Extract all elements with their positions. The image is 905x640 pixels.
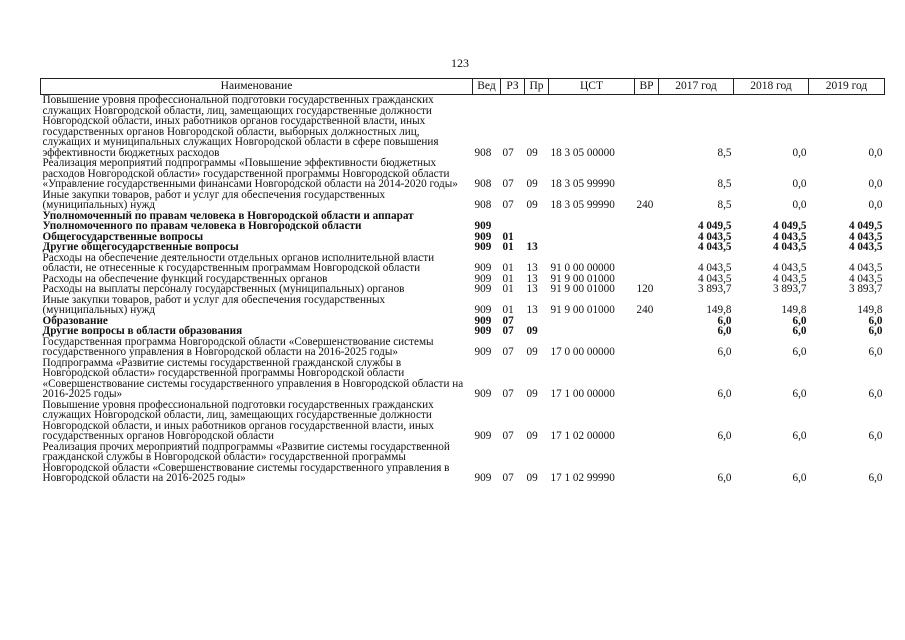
header-cst: ЦСТ [549,79,635,95]
row-ved: 908 [474,199,492,211]
row-rz: 07 [502,178,514,190]
row-2017: 4 043,5 [697,272,732,285]
row-pr: 13 [526,272,538,285]
row-2017: 8,5 [717,146,732,159]
row-ved: 908 [474,178,492,190]
row-ved: 909 [474,283,492,295]
row-rz [501,211,525,232]
row-rz: 07 [502,199,514,211]
row-name: Расходы на выплаты персоналу государственных (муниципальных) органов [42,283,405,295]
row-cst [549,211,635,232]
row-rz: 01 [502,262,514,274]
row-ved: 909 [474,241,492,253]
row-pr: 13 [526,283,538,295]
row-name: Повышение уровня профессиональной подготовки государственных гражданских служащих Новгородской области, лиц, замещающих государственные должности Новгородской области, и иных работников органов государственной власти, иных государственных органов Новгородской области [42,398,435,442]
row-vr [635,253,659,274]
row-rz: 07 [502,472,514,484]
row-name: Другие общегосударственные вопросы [42,241,239,253]
table-body [41,95,885,484]
row-name: Общегосударственные вопросы [42,230,204,243]
row-pr: 13 [526,262,538,274]
row-cst: 17 0 00 00000 [550,346,615,358]
row-2018: 6,0 [792,472,807,484]
row-rz: 07 [502,325,514,337]
row-cst [549,242,635,253]
table-row [41,253,885,274]
row-2017: 4 043,5 [697,230,732,243]
row-vr [635,211,659,232]
row-cst: 18 3 05 99990 [550,178,615,190]
row-vr: 120 [636,283,654,295]
row-2019: 6,0 [868,346,883,358]
row-2018: 4 043,5 [772,272,807,285]
row-cst: 91 9 00 01000 [550,283,615,295]
row-name: Государственная программа Новгородской области «Совершенствование системы государственного управления в Новгородской области на 2016-2025 годы» [42,335,434,358]
row-2019: 0,0 [868,199,883,211]
table-row [41,358,885,400]
header-2018: 2018 год [734,79,809,95]
row-ved: 909 [474,430,492,442]
header-vr: ВР [635,79,659,95]
row-rz: 01 [502,283,514,295]
header-rz: РЗ [501,79,525,95]
table-row [41,95,885,159]
table-row [41,284,885,295]
row-ved: 909 [474,230,492,243]
table-row [41,400,885,442]
row-vr: 240 [636,304,654,316]
header-2019: 2019 год [809,79,885,95]
row-2019: 6,0 [868,472,883,484]
page-number: 123 [451,56,469,70]
row-cst: 91 9 00 01000 [550,272,615,285]
budget-table [40,78,885,484]
table-row [41,242,885,253]
table-row [41,326,885,337]
row-2019: 3 893,7 [848,283,883,295]
row-2018: 6,0 [792,388,807,400]
row-name: Расходы на обеспечение функций государственных органов [42,272,328,285]
row-vr [635,337,659,358]
row-2018: 6,0 [792,314,807,327]
table-row [41,337,885,358]
table-header-row [41,79,885,95]
header-name: Наименование [41,79,473,95]
row-2018: 0,0 [792,199,807,211]
row-cst: 91 0 00 00000 [550,262,615,274]
table-row [41,295,885,316]
row-2017: 3 893,7 [697,283,732,295]
row-rz: 07 [502,314,514,327]
row-cst: 91 9 00 01000 [550,304,615,316]
row-name: Другие вопросы в области образования [42,325,243,337]
row-2019: 6,0 [868,430,883,442]
header-ved: Вед [473,79,501,95]
row-2019: 4 049,5 [848,220,883,232]
row-rz: 07 [502,430,514,442]
row-2019: 149,8 [857,304,883,316]
row-2018: 6,0 [792,430,807,442]
table-row [41,190,885,211]
row-cst: 17 1 02 99990 [550,472,615,484]
row-vr [635,316,659,327]
row-2019: 6,0 [868,388,883,400]
row-name: Образование [42,314,108,327]
row-rz: 07 [502,146,514,159]
row-cst [549,232,635,243]
row-vr [635,232,659,243]
row-2017: 4 043,5 [697,241,732,253]
row-2017: 6,0 [717,430,732,442]
row-ved: 909 [474,325,492,337]
row-2019: 6,0 [868,314,883,327]
header-2017: 2017 год [659,79,734,95]
row-pr: 13 [526,304,538,316]
row-2018: 4 043,5 [772,241,807,253]
row-2017: 6,0 [717,472,732,484]
row-rz: 07 [502,346,514,358]
row-2019: 4 043,5 [848,230,883,243]
row-2019: 6,0 [868,325,883,337]
row-pr: 09 [526,325,538,337]
row-2018: 4 043,5 [772,230,807,243]
row-cst: 17 1 02 00000 [550,430,615,442]
row-2017: 8,5 [717,178,732,190]
row-rz: 07 [502,388,514,400]
row-2018: 4 043,5 [772,262,807,274]
row-pr: 09 [526,146,538,159]
row-name: Реализация прочих мероприятий подпрограммы «Развитие системы государственной гражданской службы в Новгородской области» государственной программы Новгородской области «Совершенствование системы государственного управления в Новгородской области на 2016-2025 годы» [42,440,450,484]
row-name: Повышение уровня профессиональной подготовки государственных гражданских служащих Новгородской области, лиц, замещающих государственные должности Новгородской области, иных работников органов государственной власти, иных государственных органов Новгородской области, выборных должностных лиц, служащих и муниципальных служащих Новгородской области в сфере повышения эффективности бюджетных расходов [42,94,439,159]
row-vr [635,326,659,337]
row-2019: 0,0 [868,178,883,190]
table-row [41,158,885,190]
row-2017: 149,8 [706,304,732,316]
row-2019: 4 043,5 [848,241,883,253]
row-2019: 4 043,5 [848,262,883,274]
row-2019: 0,0 [868,146,883,159]
row-pr [525,211,549,232]
row-name: Иные закупки товаров, работ и услуг для обеспечения государственных (муниципальных) нужд [42,188,386,211]
row-2018: 3 893,7 [772,283,807,295]
row-name: Иные закупки товаров, работ и услуг для обеспечения государственных (муниципальных) нужд [42,293,386,316]
row-pr: 09 [526,388,538,400]
row-rz: 01 [502,272,514,285]
row-2017: 8,5 [717,199,732,211]
row-vr [635,242,659,253]
row-vr [635,95,659,159]
row-vr: 240 [636,199,654,211]
row-pr: 09 [526,199,538,211]
row-name: Расходы на обеспечение деятельности отдельных органов исполнительной власти области, не отнесенные к государственным программам Новгородской области [42,251,435,274]
row-pr: 13 [526,241,538,253]
row-cst [549,326,635,337]
table-row [41,442,885,484]
row-cst: 18 3 05 99990 [550,199,615,211]
row-cst: 18 3 05 00000 [550,146,615,159]
row-2018: 6,0 [792,325,807,337]
row-vr [635,442,659,484]
row-rz: 01 [502,304,514,316]
row-vr [635,358,659,400]
row-ved: 909 [474,472,492,484]
row-2017: 6,0 [717,346,732,358]
row-2017: 6,0 [717,325,732,337]
row-2019: 4 043,5 [848,272,883,285]
row-2017: 6,0 [717,388,732,400]
row-vr [635,400,659,442]
row-cst [549,316,635,327]
header-pr: Пр [525,79,549,95]
row-pr: 09 [526,472,538,484]
row-pr: 09 [526,178,538,190]
row-pr: 09 [526,346,538,358]
row-2018: 0,0 [792,146,807,159]
row-2018: 4 049,5 [772,220,807,232]
row-rz: 01 [502,230,514,243]
row-ved: 909 [474,304,492,316]
table-row [41,211,885,232]
row-2018: 149,8 [781,304,807,316]
row-vr [635,158,659,190]
row-name: Реализация мероприятий подпрограммы «Повышение эффективности бюджетных расходов Новгородской области» государственной программы Новгородской области «Управление государственными финансами Новгородской области на 2014-2020 годы» [42,157,458,190]
row-name: Подпрограмма «Развитие системы государственной гражданской службы в Новгородской области» государственной программы Новгородской области «Совершенствование системы государственного управления в Новгородской области на 2016-2025 годы» [42,356,464,400]
row-ved: 909 [474,314,492,327]
row-2017: 4 049,5 [697,220,732,232]
row-name: Уполномоченный по правам человека в Новгородской области и аппарат Уполномоченного по правам человека в Новгородской области [42,209,414,232]
row-ved: 909 [474,262,492,274]
row-2018: 0,0 [792,178,807,190]
row-ved: 909 [474,272,492,285]
row-pr: 09 [526,430,538,442]
row-rz: 01 [502,241,514,253]
row-ved: 908 [474,146,492,159]
row-ved: 909 [474,346,492,358]
row-2017: 4 043,5 [697,262,732,274]
row-2018: 6,0 [792,346,807,358]
row-2017: 6,0 [717,314,732,327]
row-ved: 909 [474,220,492,232]
row-ved: 909 [474,388,492,400]
row-cst: 17 1 00 00000 [550,388,615,400]
